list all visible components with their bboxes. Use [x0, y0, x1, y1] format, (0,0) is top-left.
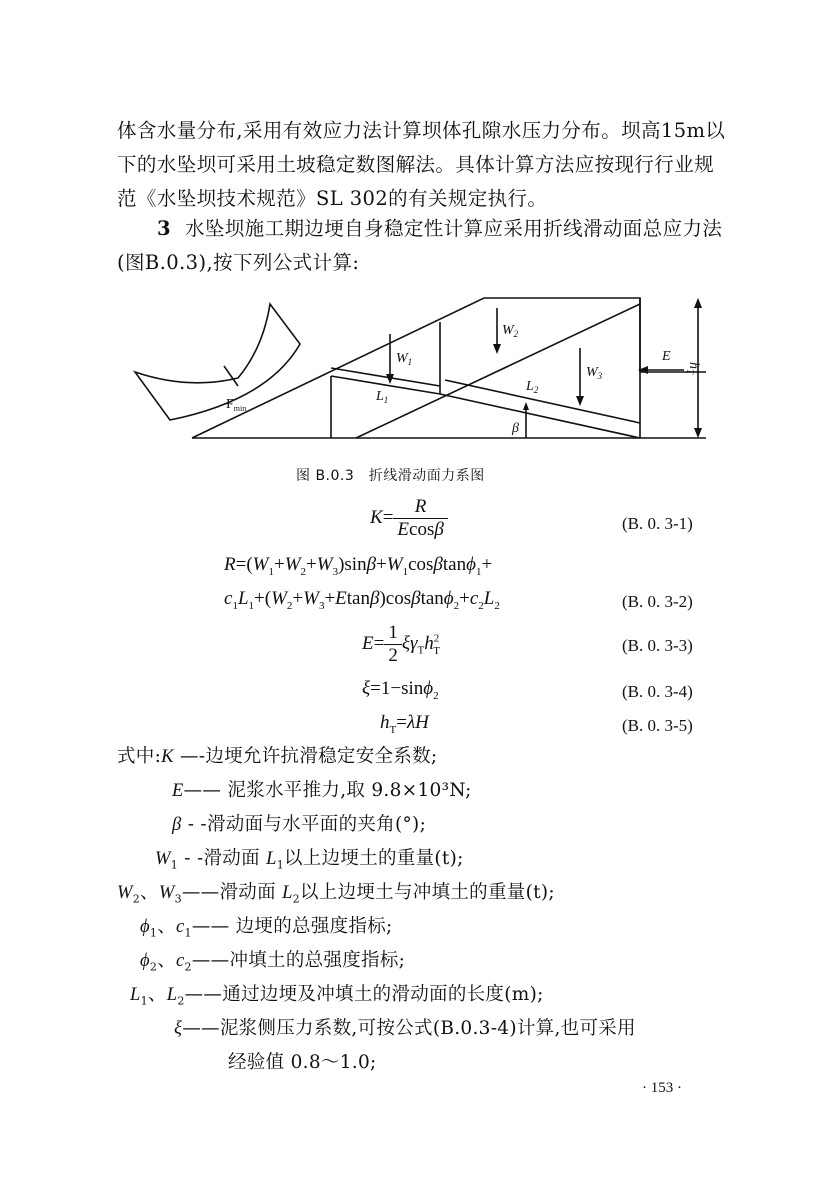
definition-beta: β - -滑动面与水平面的夹角(°); [172, 814, 427, 835]
svg-text:W1: $W_1$ [396, 351, 413, 367]
slip-circle-outline [135, 304, 300, 420]
definition-e: E—— 泥浆水平推力,取 9.8×10³N; [172, 780, 472, 801]
equation-2-line-1: $R=(W_1+W_2+W_3)\sin\beta+W_1\cos\beta\tan\phi_1+$ [224, 554, 493, 578]
item-text: 水坠坝施工期边埂自身稳定性计算应采用折线滑动面总应力法(图B.0.3),按下列公式计算: [117, 217, 723, 274]
svg-text:L2: $L_2$ [526, 379, 539, 395]
definition-k: 式中:K —-边埂允许抗滑稳定安全系数; [117, 746, 438, 767]
definition-phi2-c2: $\phi_2$、$c_2——$冲填土的总强度指标; [140, 950, 406, 974]
eq-number-5: (B. 0. 3-5) [622, 716, 693, 735]
fmin-leader [224, 366, 238, 386]
eq-number-4: (B. 0. 3-4) [622, 682, 693, 701]
eq-number-3: (B. 0. 3-3) [622, 636, 693, 655]
equation-1: K= $\frac{R}{Ecos\beta}$ [370, 496, 448, 541]
figure-caption: 图 B.0.3 折线滑动面力系图 [296, 468, 485, 484]
definition-w2-w3: $W_2$、$W_3——$滑动面 $L_2$以上边埂土与冲填土的重量(t); [117, 882, 555, 906]
equation-4: ξ=1−sinϕ$_2$ [362, 678, 439, 702]
svg-text:hT: $h_T$ [685, 362, 701, 375]
svg-text:L1: $L_1$ [376, 389, 389, 405]
equation-5: $h_T=\lambda H$ [380, 712, 429, 736]
embankment-outline [192, 298, 706, 438]
l1-dim-line [331, 368, 440, 386]
definition-l1-l2: $L_1$、$L_2——$通过边埂及冲填土的滑动面的长度(m); [130, 984, 544, 1008]
definition-xi: ξ——泥浆侧压力系数,可按公式(B.0.3-4)计算,也可采用 [174, 1018, 636, 1039]
page-number: · 153 · [642, 1080, 682, 1096]
definitions-prefix: 式中: [117, 746, 162, 767]
definition-w1: $W_1$ - -滑动面 $L_1$以上边埂土的重量(t); [155, 848, 464, 872]
definition-xi-cont: 经验值 0.8～1.0; [228, 1052, 377, 1073]
svg-text:Fmin: $F_{min}$ [226, 397, 247, 413]
equation-2-line-2: $c_1L_1+(W_2+W_3+Etan\beta)\cos\beta\tan\phi_2+c_2L_2$ [224, 588, 500, 612]
slip-surface-upper [331, 376, 440, 394]
svg-text:W3: $W_3$ [586, 365, 603, 381]
item-number: 3 [157, 217, 171, 240]
definition-phi1-c1: $\phi_1$、$c_1——$ 边埂的总强度指标; [140, 916, 393, 940]
svg-text:E: E [662, 349, 671, 364]
svg-text:β: β [512, 421, 519, 436]
eq-number-2: (B. 0. 3-2) [622, 592, 693, 611]
body-paragraph-2 [117, 212, 729, 280]
slip-surface-force-diagram [128, 290, 718, 455]
body-paragraph-1: 体含水量分布,采用有效应力法计算坝体孔隙水压力分布。坝高15m以下的水坠坝可采用土坡稳定数图解法。具体计算方法应按现行行业规范《水坠坝技术规范》SL 302的有关规定执行。 [117, 119, 726, 210]
eq-number-1: (B. 0. 3-1) [622, 514, 693, 533]
svg-text:W2: $W_2$ [502, 323, 519, 339]
equation-3: E= $\frac{1}{2}$ $\xi\gamma_Th^2_T$ [362, 622, 440, 666]
